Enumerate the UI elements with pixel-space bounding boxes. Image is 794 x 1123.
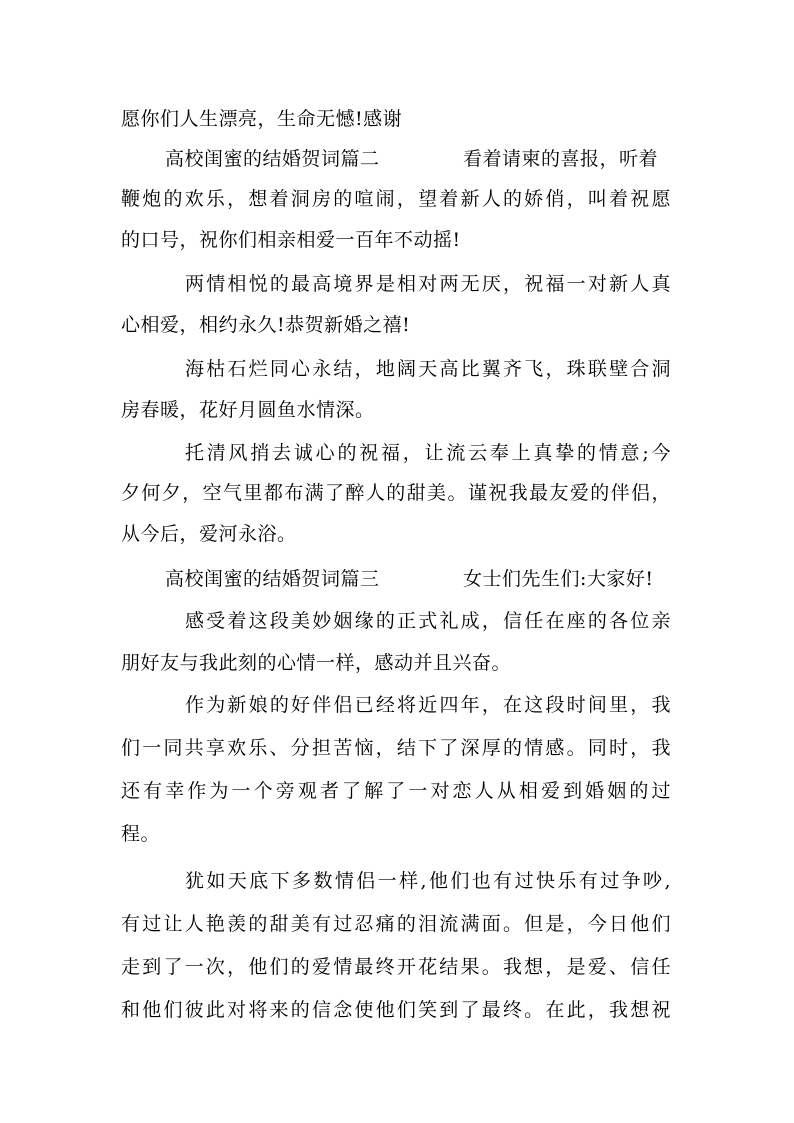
text-line-14: 们一同共享欢乐、分担苦恼，结下了深厚的情感。同时，我 xyxy=(121,737,671,759)
section-heading-3: 高校闺蜜的结婚贺词篇三 xyxy=(165,568,380,590)
text-line-1: 愿你们人生漂亮，生命无憾!感谢 xyxy=(121,108,403,130)
text-line-7: 房春暖，花好月圆鱼水情深。 xyxy=(121,399,375,421)
text-line-20: 和他们彼此对将来的信念使他们笑到了最终。在此，我想祝 xyxy=(121,999,671,1021)
text-line-19: 走到了一次，他们的爱情最终开花结果。我想，是爱、信任 xyxy=(121,956,671,978)
section-heading-3-text: 女士们先生们:大家好! xyxy=(463,568,654,590)
text-line-10: 从今后，爱河永浴。 xyxy=(121,523,297,545)
text-line-12: 朋好友与我此刻的心情一样，感动并且兴奋。 xyxy=(121,652,512,674)
text-line-5: 心相爱，相约永久!恭贺新婚之禧! xyxy=(121,314,411,336)
text-line-8: 托清风捎去诚心的祝福，让流云奉上真挚的情意;今 xyxy=(185,442,671,464)
text-line-17: 犹如天底下多数情侣一样,他们也有过快乐有过争吵, xyxy=(185,870,671,892)
text-line-9: 夕何夕，空气里都布满了醉人的甜美。谨祝我最友爱的伴侣， xyxy=(121,482,671,504)
text-line-11: 感受着这段美妙姻缘的正式礼成，信任在座的各位亲 xyxy=(185,610,671,632)
text-line-16: 程。 xyxy=(121,823,161,845)
text-line-2: 鞭炮的欢乐，想着洞房的喧闹，望着新人的娇俏，叫着祝愿 xyxy=(121,188,671,210)
text-line-13: 作为新娘的好伴侣已经将近四年，在这段时间里，我 xyxy=(185,694,671,716)
text-line-3: 的口号，祝你们相亲相爱一百年不动摇! xyxy=(121,229,461,251)
text-line-15: 还有幸作为一个旁观者了解了一对恋人从相爱到婚姻的过 xyxy=(121,780,671,802)
section-heading-2: 高校闺蜜的结婚贺词篇二 xyxy=(165,148,380,170)
section-heading-2-text: 看着请柬的喜报，听着 xyxy=(463,148,659,170)
text-line-6: 海枯石烂同心永结，地阔天高比翼齐飞，珠联壁合洞 xyxy=(185,358,671,380)
text-line-4: 两情相悦的最高境界是相对两无厌，祝福一对新人真 xyxy=(185,273,671,295)
text-line-18: 有过让人艳羡的甜美有过忍痛的泪流满面。但是，今日他们 xyxy=(121,913,671,935)
